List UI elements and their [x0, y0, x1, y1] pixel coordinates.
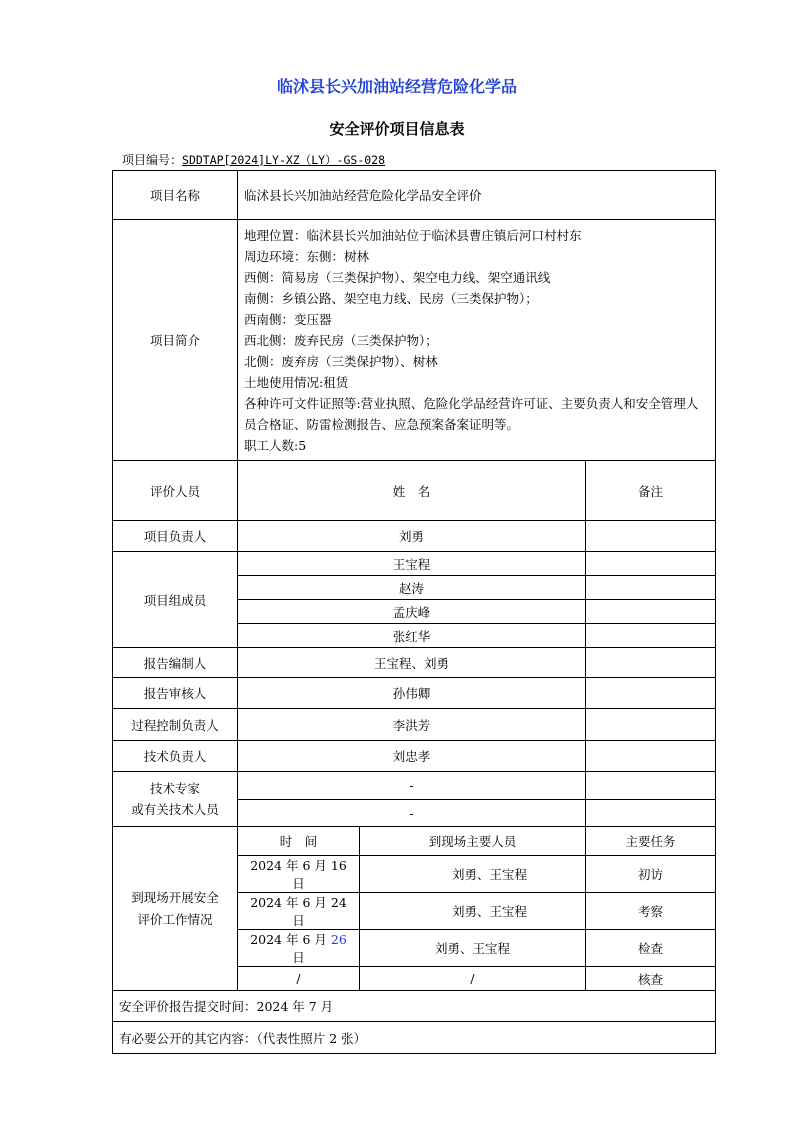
project-number-value: SDDTAP[2024]LY-XZ（LY）-GS-028 — [182, 153, 386, 167]
intro-line: 北侧：废弃房（三类保护物）、树林 — [244, 353, 438, 369]
member-row — [113, 552, 716, 576]
visit-time: 2024 年 6 月 16 日 — [238, 856, 360, 893]
header-role: 评价人员 — [113, 461, 238, 521]
header-note: 备注 — [586, 461, 716, 521]
reviewer-note — [586, 678, 716, 709]
expert-note — [586, 800, 716, 827]
onsite-header-people: 到现场主要人员 — [360, 827, 586, 856]
intro-line: 南侧：乡镇公路、架空电力线、民房（三类保护物）； — [244, 290, 538, 306]
member-name: 张红华 — [238, 624, 586, 648]
onsite-header-row — [113, 827, 716, 856]
other-public: 有必要公开的其它内容：（代表性照片 2 张） — [113, 1022, 716, 1054]
other-public-row — [113, 1022, 716, 1054]
tech-name: 刘忠孝 — [238, 741, 586, 772]
intro-line: 西北侧：废弃民房（三类保护物）； — [244, 332, 438, 348]
intro-line: 地理位置：临沭县长兴加油站位于临沭县曹庄镇后河口村村东 — [244, 227, 582, 243]
document-title: 临沭县长兴加油站经营危险化学品 — [276, 77, 517, 96]
tech-note — [586, 741, 716, 772]
submit-time: 安全评价报告提交时间：2024 年 7 月 — [113, 991, 716, 1022]
project-intro-row — [113, 220, 716, 461]
visit-task: 考察 — [586, 893, 716, 930]
visit-time-part: 2024 年 6 月 — [250, 932, 331, 947]
visit-task: 核查 — [586, 967, 716, 991]
experts-label — [113, 772, 238, 827]
expert-note — [586, 772, 716, 800]
member-note — [586, 624, 716, 648]
member-name: 孟庆峰 — [238, 600, 586, 624]
member-note — [586, 576, 716, 600]
process-note — [586, 709, 716, 741]
intro-line: 各种许可文件证照等:营业执照、危险化学品经营许可证、主要负责人和安全管理人 — [244, 395, 699, 411]
project-name-value: 临沭县长兴加油站经营危险化学品安全评价 — [238, 171, 716, 220]
reviewer-label: 报告审核人 — [113, 678, 238, 709]
report-author-name: 王宝程、刘勇 — [238, 648, 586, 678]
header-name: 姓 名 — [238, 461, 586, 521]
onsite-header-task: 主要任务 — [586, 827, 716, 856]
process-name: 李洪芳 — [238, 709, 586, 741]
reviewer-name: 孙伟卿 — [238, 678, 586, 709]
experts-label-line: 技术专家 — [149, 781, 200, 796]
leader-label: 项目负责人 — [113, 521, 238, 552]
member-name: 赵涛 — [238, 576, 586, 600]
project-intro-content — [238, 220, 716, 461]
intro-line: 西侧：简易房（三类保护物）、架空电力线、架空通讯线 — [244, 269, 551, 285]
intro-line: 土地使用情况:租赁 — [244, 374, 349, 390]
onsite-label — [113, 827, 238, 991]
info-table — [112, 170, 716, 1054]
tech-row — [113, 741, 716, 772]
intro-line: 周边环境：东侧：树林 — [244, 248, 370, 264]
visit-time: / — [238, 967, 360, 991]
project-name-label: 项目名称 — [113, 171, 238, 220]
project-number-label: 项目编号： — [122, 153, 183, 167]
intro-line: 西南侧：变压器 — [244, 311, 332, 327]
members-label: 项目组成员 — [113, 552, 238, 648]
submit-time-row — [113, 991, 716, 1022]
expert-name: - — [238, 800, 586, 827]
visit-time-part: 日 — [292, 950, 305, 965]
visit-time — [238, 930, 360, 967]
personnel-header-row — [113, 461, 716, 521]
leader-row — [113, 521, 716, 552]
report-author-note — [586, 648, 716, 678]
experts-row — [113, 772, 716, 800]
visit-time-day: 26 — [330, 932, 347, 947]
visit-people: / — [360, 967, 586, 991]
member-note — [586, 552, 716, 576]
report-author-label: 报告编制人 — [113, 648, 238, 678]
reviewer-row — [113, 678, 716, 709]
project-name-row — [113, 171, 716, 220]
visit-task: 检查 — [586, 930, 716, 967]
intro-line: 员合格证、防雷检测报告、应急预案备案证明等。 — [244, 416, 520, 432]
project-intro-label: 项目简介 — [113, 220, 238, 461]
visit-time: 2024 年 6 月 24 日 — [238, 893, 360, 930]
member-note — [586, 600, 716, 624]
process-row — [113, 709, 716, 741]
onsite-label-line: 到现场开展安全 — [131, 889, 219, 905]
experts-label-line: 或有关技术人员 — [131, 802, 219, 817]
tech-label: 技术负责人 — [113, 741, 238, 772]
visit-people: 刘勇、王宝程 — [360, 930, 586, 967]
visit-people: 刘勇、王宝程 — [360, 893, 586, 930]
visit-task: 初访 — [586, 856, 716, 893]
member-name: 王宝程 — [238, 552, 586, 576]
visit-people: 刘勇、王宝程 — [360, 856, 586, 893]
onsite-header-time: 时 间 — [238, 827, 360, 856]
document-subtitle: 安全评价项目信息表 — [329, 120, 465, 138]
report-author-row — [113, 648, 716, 678]
project-number — [122, 151, 385, 168]
expert-name: - — [238, 772, 586, 800]
leader-name: 刘勇 — [238, 521, 586, 552]
onsite-label-line: 评价工作情况 — [137, 911, 213, 927]
process-label: 过程控制负责人 — [113, 709, 238, 741]
intro-line: 职工人数:5 — [244, 437, 307, 453]
leader-note — [586, 521, 716, 552]
